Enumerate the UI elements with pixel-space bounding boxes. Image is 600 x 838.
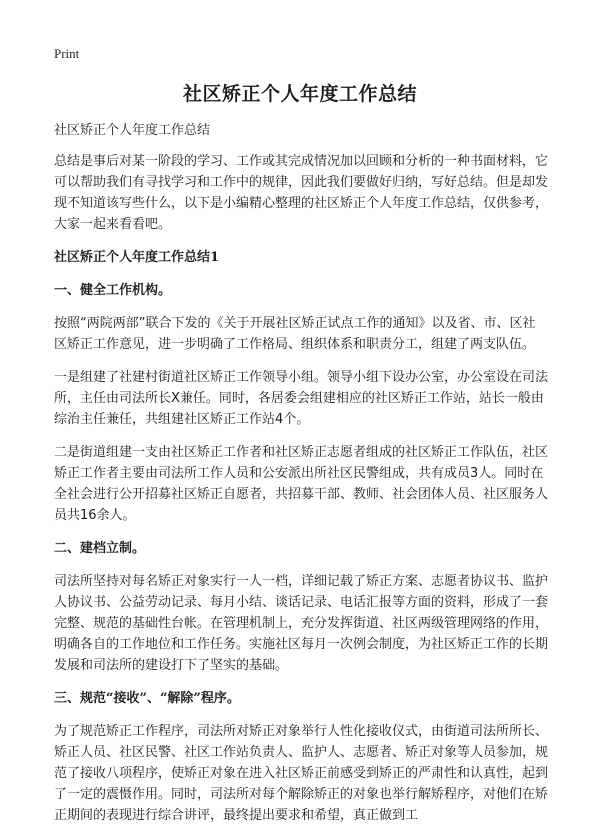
summary-heading: 社区矫正个人年度工作总结1: [54, 250, 220, 265]
body-paragraph: 为了规范矫正工作程序，司法所对矫正对象举行人性化接收仪式，由街道司法所所长、矫正人员、社区民警、社区工作站负责人、监护人、志愿者、矫正对象等人员参加，规范了接收八项程序，使矫正对象在进入社区矫正前感受到矫正的严肃性和认真性，起到了一定的震慑作用。同时，司法所对每个解除矫正的对象也举行解矫程序，对他们在矫正期间的表现进行综合讲评，最终提出要求和希望，真正做到工: [54, 724, 549, 823]
body-paragraph: 一是组建了社建村街道社区矫正工作领导小组。领导小组下设办公室，办公室设在司法所，主任由司法所长X兼任。同时，各居委会组建相应的社区矫正工作站，站长一般由综治主任兼任，共组建社区矫正工作站4个。: [54, 370, 549, 427]
body-paragraph: 按照“两院两部”联合下发的《关于开展社区矫正试点工作的通知》以及省、市、区社区矫正工作意见，进一步明确了工作格局、组织体系和职责分工，组建了两支队伍。: [54, 316, 536, 352]
document-body: [54, 120, 548, 838]
subtitle-paragraph: 社区矫正个人年度工作总结: [54, 123, 211, 138]
body-paragraph: 司法所坚持对每名矫正对象实行一人一档，详细记载了矫正方案、志愿者协议书、监护人协议书、公益劳动记录、每月小结、谈话记录、电话汇报等方面的资料，形成了一套完整、规范的基础性台帐。在管理机制上，充分发挥街道、社区两级管理网络的作用，明确各自的工作地位和工作任务。实施社区每月一次例会制度，为社区矫正工作的长期发展和司法所的建设打下了坚实的基础。: [54, 574, 549, 673]
document-title: 社区矫正个人年度工作总结: [182, 83, 417, 105]
intro-paragraph: 总结是事后对某一阶段的学习、工作或其完成情况加以回顾和分析的一种书面材料，它可以帮助我们有寻找学习和工作中的规律，因此我们要做好归纳，写好总结。但是却发现不知道该写些什么，以下是小编精心整理的社区矫正个人年度工作总结，仅供参考，大家一起来看看吧。: [54, 154, 549, 232]
body-paragraph: 二是街道组建一支由社区矫正工作者和社区矫正志愿者组成的社区矫正工作队伍，社区矫正工作者主要由司法所工作人员和公安派出所社区民警组成，共有成员3人。同时在全社会进行公开招募社区矫正自愿者，共招募干部、教师、社会团体人员、社区服务人员共16余人。: [54, 445, 549, 523]
section-heading-3: 三、规范“接收”、“解除”程序。: [54, 691, 240, 706]
section-heading-1: 一、健全工作机构。: [54, 283, 172, 298]
section-heading-2: 二、建档立制。: [54, 541, 146, 556]
print-link[interactable]: Print: [54, 46, 80, 61]
